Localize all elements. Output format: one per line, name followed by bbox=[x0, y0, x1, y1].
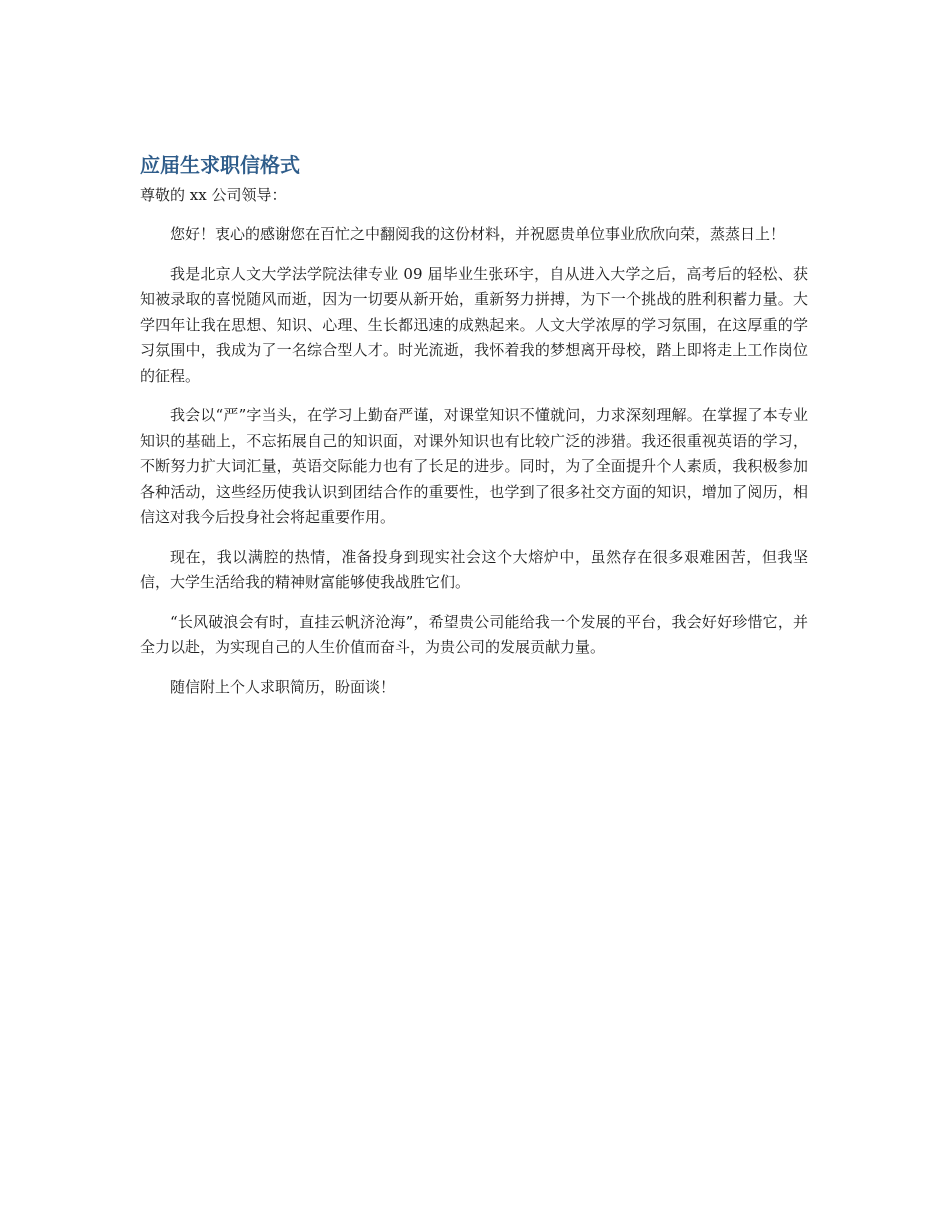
paragraph-study-attitude: 我会以“严”字当头，在学习上勤奋严谨，对课堂知识不懂就问，力求深刻理解。在掌握了本专业知识的基础上，不忘拓展自己的知识面，对课外知识也有比较广泛的涉猎。我还很重视英语的学习，不断努力扩大词汇量，英语交际能力也有了长足的进步。同时，为了全面提升个人素质，我积极参加各种活动，这些经历使我认识到团结合作的重要性，也学到了很多社交方面的知识，增加了阅历，相信这对我今后投身社会将起重要作用。 bbox=[140, 406, 808, 526]
document-title: 应届生求职信格式 bbox=[140, 153, 300, 177]
paragraph-resolve: 现在，我以满腔的热情，准备投身到现实社会这个大熔炉中，虽然存在很多艰难困苦，但我坚信，大学生活给我的精神财富能够使我战胜它们。 bbox=[140, 547, 808, 591]
salutation: 尊敬的 xx 公司领导： bbox=[140, 186, 287, 204]
document-page bbox=[140, 150, 808, 700]
paragraph-greeting: 您好！衷心的感谢您在百忙之中翻阅我的这份材料，并祝愿贵单位事业欣欣向荣，蒸蒸日上！ bbox=[170, 225, 786, 243]
paragraph-introduction: 我是北京人文大学法学院法律专业 09 届毕业生张环宇，自从进入大学之后，高考后的轻松、获知被录取的喜悦随风而逝，因为一切要从新开始，重新努力拼搏，为下一个挑战的胜利积蓄力量。大学四年让我在思想、知识、心理、生长都迅速的成熟起来。人文大学浓厚的学习氛围，在这厚重的学习氛围中，我成为了一名综合型人才。时光流逝，我怀着我的梦想离开母校，踏上即将走上工作岗位的征程。 bbox=[140, 264, 808, 385]
paragraph-aspiration: “长风破浪会有时，直挂云帆济沧海”，希望贵公司能给我一个发展的平台，我会好好珍惜它，并全力以赴，为实现自己的人生价值而奋斗，为贵公司的发展贡献力量。 bbox=[140, 612, 808, 656]
paragraph-closing: 随信附上个人求职简历，盼面谈！ bbox=[170, 677, 396, 696]
